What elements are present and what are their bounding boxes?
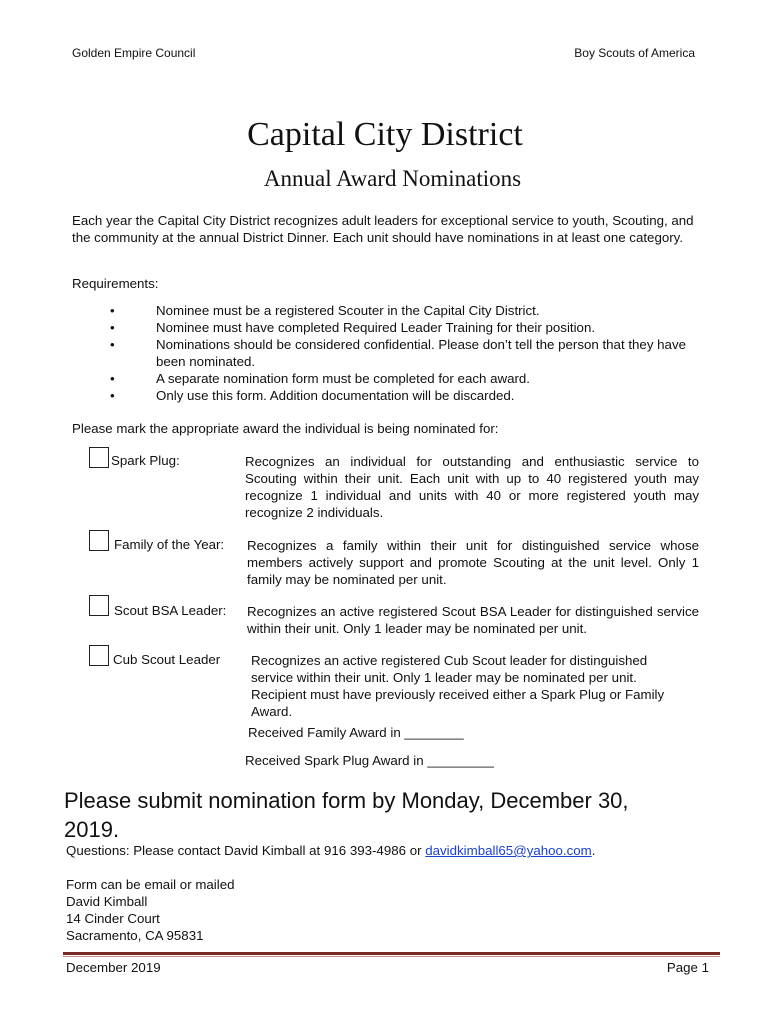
requirement-text: A separate nomination form must be completed for each award. <box>156 371 530 386</box>
requirement-text: Only use this form. Addition documentation will be discarded. <box>156 388 515 403</box>
contact-text: Questions: Please contact David Kimball at 916 393-4986 or <box>66 843 426 858</box>
requirement-item <box>72 302 712 319</box>
requirements-list <box>72 302 712 404</box>
page-subtitle: Annual Award Nominations <box>263 166 522 191</box>
spark-plug-label: Spark Plug: <box>111 453 180 468</box>
scout-bsa-leader-label: Scout BSA Leader: <box>114 603 227 618</box>
mailing-street: 14 Cinder Court <box>66 911 160 926</box>
cub-scout-leader-label: Cub Scout Leader <box>113 652 221 667</box>
requirement-text: Nominee must be a registered Scouter in the Capital City District. <box>156 303 540 318</box>
family-of-year-checkbox[interactable] <box>89 530 109 551</box>
bullet-icon: • <box>110 371 115 386</box>
footer-divider <box>63 952 720 955</box>
contact-email-link[interactable]: davidkimball65@yahoo.com <box>425 843 592 858</box>
bullet-icon: • <box>110 337 115 352</box>
awards-prompt: Please mark the appropriate award the individual is being nominated for: <box>72 421 499 436</box>
bullet-icon: • <box>110 388 115 403</box>
requirement-item <box>72 336 712 370</box>
mailing-city: Sacramento, CA 95831 <box>66 928 204 943</box>
intro-paragraph: Each year the Capital City District recognizes adult leaders for exceptional service to youth, Scouting, and the community at the annual District Dinner. Each unit should have nominations in at least one category. <box>72 213 694 245</box>
spark-plug-description: Recognizes an individual for outstanding and enthusiastic service to Scouting within their unit. Each unit with up to 40 registered youth may recognize 1 individual and units with 40 or more registered youth may recognize 2 individuals. <box>245 454 699 520</box>
scout-bsa-leader-checkbox[interactable] <box>89 595 109 616</box>
family-of-year-description: Recognizes a family within their unit for distinguished service whose members actively support and promote Scouting at the unit level. Only 1 family may be nominated per unit. <box>247 538 699 587</box>
page-number: Page 1 <box>666 960 709 975</box>
spark-plug-checkbox[interactable] <box>89 447 109 468</box>
submit-deadline-notice: Please submit nomination form by Monday, December 30, 2019. <box>64 788 629 842</box>
received-spark-plug-award-field[interactable]: Received Spark Plug Award in _________ <box>245 753 494 768</box>
contact-line <box>66 843 595 858</box>
bullet-icon: • <box>110 320 115 335</box>
requirement-text: Nominee must have completed Required Leader Training for their position. <box>156 320 596 335</box>
scout-bsa-leader-description: Recognizes an active registered Scout BSA Leader for distinguished service within their unit. Only 1 leader may be nominated per unit. <box>247 604 699 636</box>
requirement-item <box>72 319 712 336</box>
bullet-icon: • <box>110 303 115 318</box>
mailing-address <box>66 876 235 944</box>
footer-date: December 2019 <box>66 960 161 975</box>
requirement-item <box>72 370 712 387</box>
page-title: Capital City District <box>247 116 523 153</box>
mailing-note: Form can be email or mailed <box>66 877 235 892</box>
header-council: Golden Empire Council <box>72 46 196 60</box>
requirement-text: Nominations should be considered confidential. Please don’t tell the person that they have been nominated. <box>156 337 686 369</box>
requirement-item <box>72 387 712 404</box>
footer-divider-thin <box>63 956 720 957</box>
header-organization: Boy Scouts of America <box>574 46 695 60</box>
cub-scout-leader-description: Recognizes an active registered Cub Scout leader for distinguished service within their unit. Only 1 leader may be nominated per unit. Recipient must have previously received either a Spark Plug or Family Award. <box>251 653 665 719</box>
mailing-name: David Kimball <box>66 894 148 909</box>
requirements-heading: Requirements: <box>72 276 159 291</box>
contact-suffix: . <box>591 843 596 858</box>
received-family-award-field[interactable]: Received Family Award in ________ <box>248 725 464 740</box>
cub-scout-leader-checkbox[interactable] <box>89 645 109 666</box>
family-of-year-label: Family of the Year: <box>114 537 225 552</box>
